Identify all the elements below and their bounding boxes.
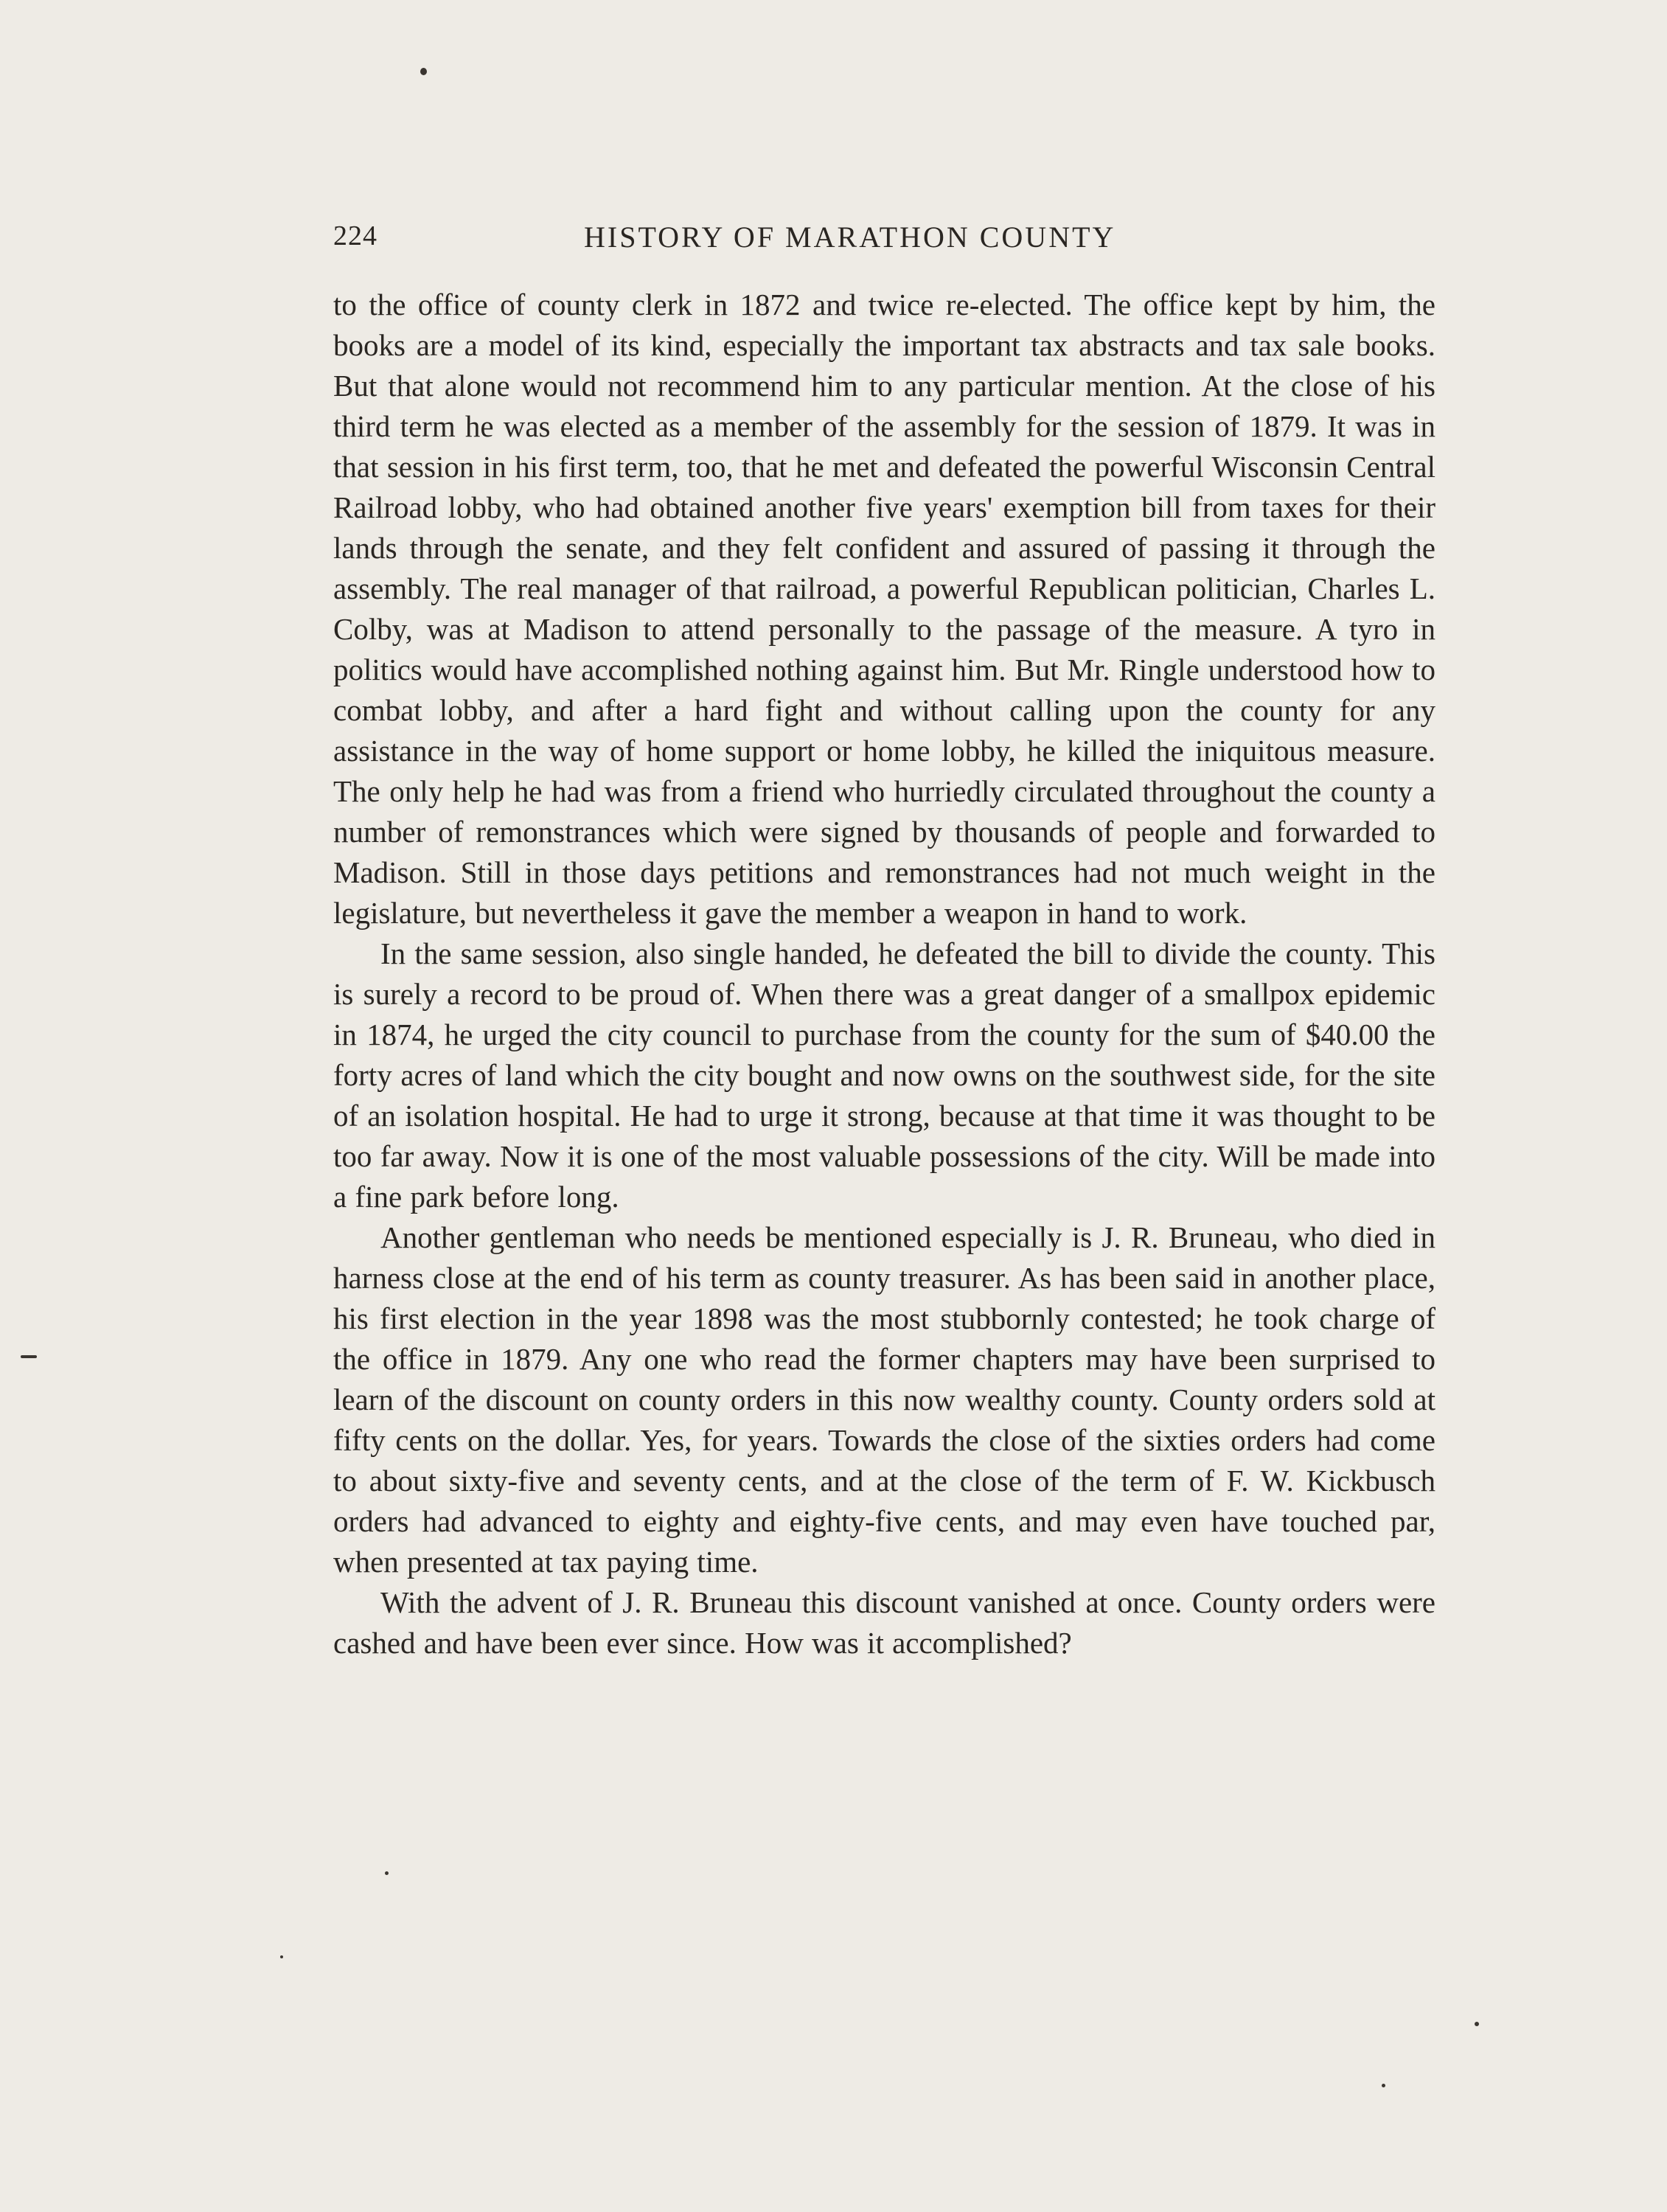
paragraph-county-division: In the same session, also single handed, he defeated the bill to divide the county. This is surely a record to be proud of. When there was a great danger of a smallpox epidemic in 1874, he urged the city council to purchase from the county for the sum of $40.00 the forty acres of land which the city bought and now owns on the southwest side, for the site of an isolation hospital. He had to urge it strong, because at that time it was thought to be too far away. Now it is one of the most valuable possessions of the city. Will be made into a fine park before long. xyxy=(333,936,1435,1214)
body-text xyxy=(333,285,1435,1663)
paragraph-ringle-assembly: to the office of county clerk in 1872 and twice re-elected. The office kept by him, the books are a model of its kind, especially the important tax abstracts and tax sale books. But that alone would not recommend him to any particular mention. At the close of his third term he was elected as a member of the assembly for the session of 1879. It was in that session in his first term, too, that he met and defeated the powerful Wisconsin Central Railroad lobby, who had obtained another five years' exemption bill from taxes for their lands through the senate, and they felt confident and assured of passing it through the assembly. The real manager of that railroad, a powerful Republican politician, Charles L. Colby, was at Madison to attend personally to the passage of the measure. A tyro in politics would have accomplished nothing against him. But Mr. Ringle understood how to combat lobby, and after a hard fight and without calling upon the county for any assistance in the way of home support or home lobby, he killed the iniquitous measure. The only help he had was from a friend who hurriedly circulated throughout the county a number of remonstrances which were signed by thousands of people and forwarded to Madison. Still in those days petitions and remonstrances had not much weight in the legislature, but nevertheless it gave the member a weapon in hand to work. xyxy=(333,288,1435,930)
print-speck xyxy=(21,1355,37,1358)
paragraph-discount-vanished: With the advent of J. R. Bruneau this discount vanished at once. County orders were cashed and have been ever since. How was it accomplished? xyxy=(333,1585,1435,1660)
print-speck xyxy=(420,68,427,75)
page-number: 224 xyxy=(333,220,377,251)
print-speck xyxy=(1475,2022,1479,2026)
print-speck xyxy=(385,1871,389,1875)
running-title: HISTORY OF MARATHON COUNTY xyxy=(584,220,1116,254)
print-speck xyxy=(1382,2084,1385,2087)
paragraph-bruneau: Another gentleman who needs be mentioned especially is J. R. Bruneau, who died in harness close at the end of his term as county treasurer. As has been said in another place, his first election in the year 1898 was the most stubbornly contested; he took charge of the office in 1879. Any one who read the former chapters may have been surprised to learn of the discount on county orders in this now wealthy county. County orders sold at fifty cents on the dollar. Yes, for years. Towards the close of the sixties orders had come to about sixty-five and seventy cents, and at the close of the term of F. W. Kickbusch orders had advanced to eighty and eighty-five cents, and may even have touched par, when presented at tax paying time. xyxy=(333,1220,1435,1579)
page-header xyxy=(333,220,1432,261)
print-speck xyxy=(280,1955,283,1958)
